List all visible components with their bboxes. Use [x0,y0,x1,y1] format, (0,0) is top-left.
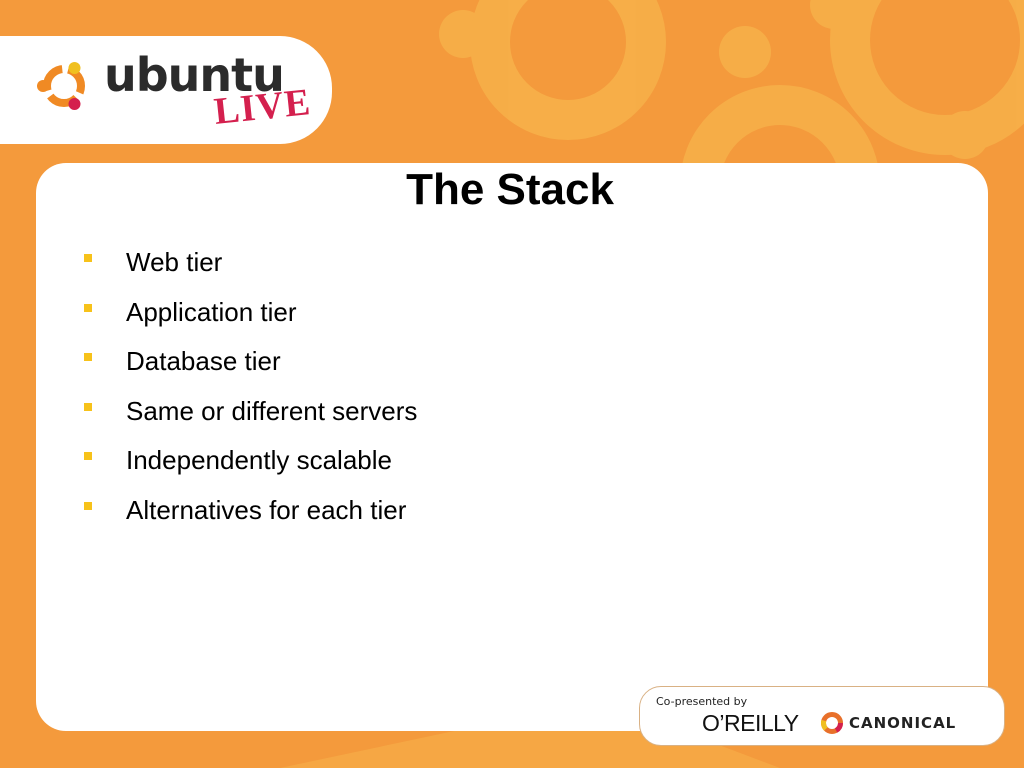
oreilly-logo-text: O’REILLY [702,710,799,736]
canonical-logo-text: CANONICAL [849,714,957,732]
bullet-icon [84,353,92,361]
slide-title: The Stack [406,165,614,214]
bullet-text: Independently scalable [126,445,392,476]
bullet-icon [84,452,92,460]
bullet-icon [84,304,92,312]
bullet-text: Alternatives for each tier [126,494,407,525]
bullet-text: Web tier [126,247,223,277]
bullet-text: Database tier [126,346,281,377]
bullet-icon [84,403,92,411]
canonical-icon [820,711,844,735]
live-logo-text: LIVE [212,81,313,133]
copresented-label: Co-presented by [656,695,748,708]
bullet-text: Same or different servers [126,395,418,426]
ubuntu-circle-of-friends-icon [34,56,94,116]
bullet-text: Application tier [126,296,297,327]
ubuntu-logo-text: ubuntu [104,48,284,102]
bullet-icon [84,254,92,262]
bullet-icon [84,502,92,510]
